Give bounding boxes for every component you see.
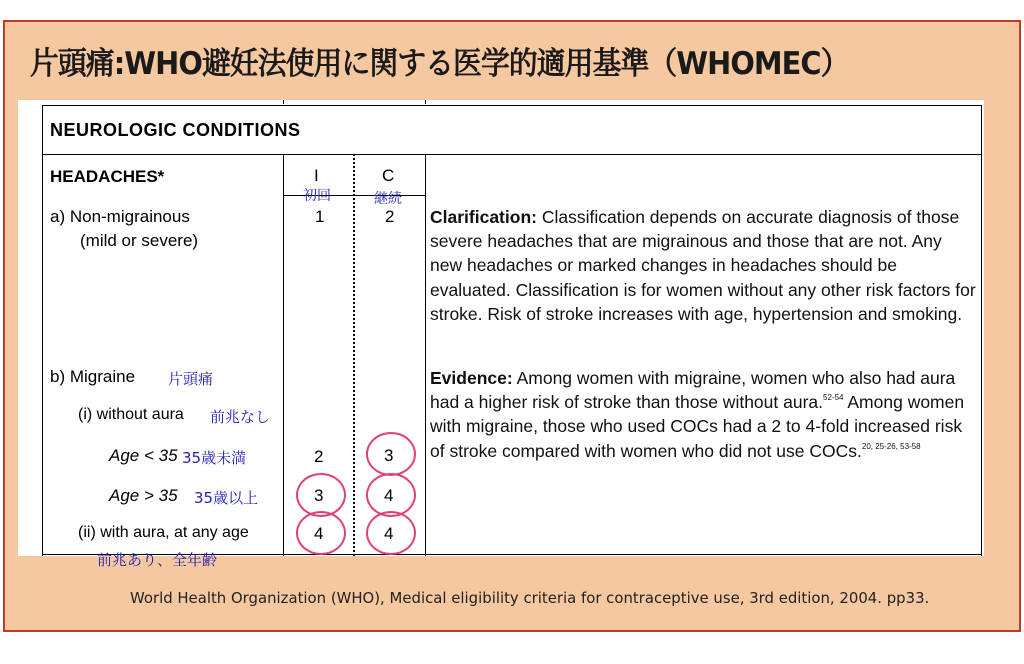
clarification-label: Clarification: — [430, 207, 537, 227]
evidence-text-2: Among women with migraine, those who used COCs had a 2 to 4-fold increased risk of stroke compared with women who did not use COCs. — [430, 392, 965, 461]
col-rule-i — [283, 154, 284, 556]
row-b1-label: (i) without aura — [78, 406, 184, 423]
table-left-rule — [42, 105, 43, 556]
section-rule — [42, 154, 982, 155]
evidence-ref-1: 52-54 — [823, 393, 844, 403]
evidence-text-1: Among women with migraine, women who also had aura had a higher risk of stroke than those without aura. — [430, 368, 956, 413]
row-b1b-label: Age > 35 — [109, 486, 178, 505]
row-b2-annotation: 前兆あり、全年齢 — [97, 551, 218, 569]
clarification-text: Classification depends on accurate diagnosis of those severe headaches that are migrainous and those that are not. Any new headaches or marked changes in headaches should be evaluated. Classification is for women without any other risk factors for stroke. Risk of stroke increases with age, hypertension and smoking. — [430, 207, 976, 324]
evidence-label: Evidence: — [430, 368, 513, 388]
row-b1b-c-value: 4 — [384, 486, 394, 505]
row-b1a-label: Age < 35 — [109, 446, 178, 465]
highlight-circle-b2-c — [366, 511, 416, 555]
table-right-rule — [981, 105, 982, 556]
slide-title: 片頭痛:WHO避妊法使用に関する医学的適用基準（WHOMEC） — [30, 46, 849, 82]
row-b1-annotation: 前兆なし — [210, 408, 271, 426]
col-stub-2 — [425, 100, 426, 104]
row-b1a-c-value: 3 — [384, 446, 394, 465]
col-stub-1 — [283, 100, 284, 104]
row-a-label: a) Non-migrainous — [50, 207, 190, 226]
row-a-i-value: 1 — [315, 207, 325, 226]
row-b-label: b) Migraine — [50, 367, 136, 386]
col-i-annotation: 初回 — [303, 188, 331, 204]
row-a-sublabel: (mild or severe) — [80, 231, 199, 250]
col-rule-c — [425, 154, 426, 556]
col-c-annotation: 継続 — [374, 191, 402, 207]
highlight-circle-b2-i — [296, 511, 346, 555]
col-header-c: C — [382, 166, 395, 185]
row-b2-label: (ii) with aura, at any age — [78, 524, 249, 541]
evidence-ref-2: 20, 25-26, 53-58 — [861, 441, 921, 451]
col-header-i: I — [314, 166, 319, 185]
row-a-c-value: 2 — [385, 207, 395, 226]
row-b-annotation: 片頭痛 — [168, 370, 214, 388]
col-rule-dotted — [353, 154, 355, 556]
evidence-paragraph — [430, 366, 978, 463]
table-top-rule — [42, 105, 982, 106]
row-b1b-i-value: 3 — [314, 486, 324, 505]
clarification-paragraph — [430, 205, 978, 326]
row-b1b-annotation: 35歳以上 — [194, 489, 259, 507]
condition-heading: HEADACHES* — [50, 167, 165, 186]
section-header: NEUROLOGIC CONDITIONS — [50, 120, 301, 140]
row-b2-i-value: 4 — [314, 524, 324, 543]
row-b2-c-value: 4 — [384, 524, 394, 543]
document-excerpt — [18, 100, 984, 556]
row-b1a-i-value: 2 — [314, 447, 324, 466]
citation-footer: World Health Organization (WHO), Medical eligibility criteria for contraceptive use, 3rd edition, 2004. pp33. — [130, 589, 930, 607]
highlight-circle-b1a-c — [366, 432, 416, 476]
row-b1a-annotation: 35歳未満 — [182, 449, 247, 467]
